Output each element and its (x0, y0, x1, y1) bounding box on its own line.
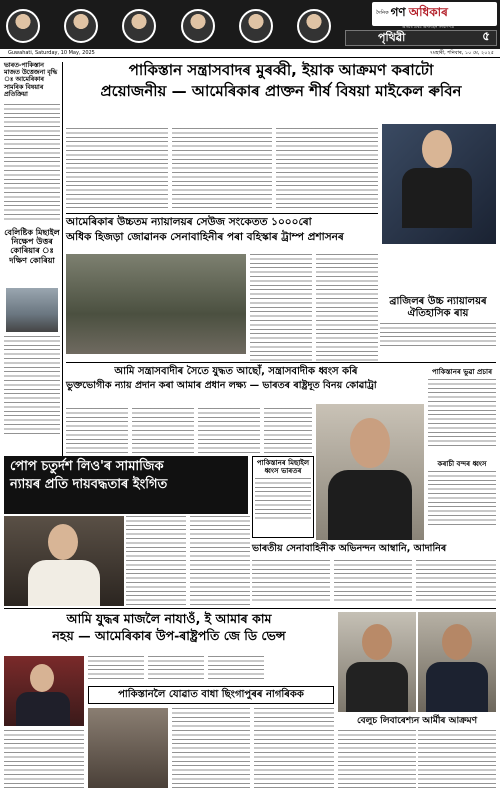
army-body-1 (252, 560, 330, 604)
propaganda-body (428, 379, 496, 447)
vance-body-4 (208, 656, 264, 682)
kwatra-suit (328, 470, 412, 540)
sidebar-body-1 (4, 104, 60, 222)
lead-headline-line2: প্ৰয়োজনীয় — আমেৰিকাৰ প্ৰাক্তন শীৰ্ষ বিষয়া মাইকেল ৰুবিন (100, 82, 462, 101)
vance-face (30, 664, 54, 692)
page-number: ৫ (482, 29, 490, 43)
karachi-box (428, 460, 496, 527)
ambani-face (362, 624, 392, 660)
pope-headline-line2: ন্যায়ৰ প্ৰতি দায়বদ্ধতাৰ ইংগিত (10, 476, 168, 492)
leader-portraits (6, 4, 331, 48)
story2-headline (66, 216, 378, 243)
brazil-body (380, 323, 496, 349)
lead-headline (66, 62, 496, 101)
adani-suit (426, 662, 488, 712)
vance-headline (4, 612, 334, 644)
pope-robe (28, 560, 100, 606)
sidebar-divider (62, 62, 63, 456)
lead-divider (66, 213, 378, 214)
singapore-photo (88, 708, 168, 788)
brazil-box (380, 296, 496, 349)
missile-box-body (255, 478, 311, 522)
logo-name-right: অধিকাৰ (408, 5, 448, 19)
dateline-left: Guwahati, Saturday, 10 May, 2025 (8, 50, 95, 56)
portrait-1 (6, 9, 40, 43)
portrait-4 (181, 9, 215, 43)
missile-box-headline: পাকিস্তানৰ মিছাইল ধ্বংস ভাৰতৰ (256, 459, 310, 476)
baloch-headline: বেলুচ লিবাৰেশ্যন আৰ্মীৰ আক্ৰমণ (356, 716, 478, 726)
vance-photo (4, 656, 84, 726)
story3-headline (66, 366, 406, 391)
sidebar-body-2 (4, 336, 60, 436)
army-body-3 (416, 560, 496, 604)
pope-face (48, 524, 78, 560)
story3-body-4 (264, 408, 312, 454)
dateline-right: ৭মহাৰী, শনিবাৰ, ১০ মে, ২০২৫ (429, 50, 494, 56)
story3-headline-line1: আমি সন্ত্ৰাসবাদীৰ সৈতে যুদ্ধত আছোঁ, সন্ত্ৰাসবাদীক ধ্বংস কৰি (114, 366, 358, 377)
missile-photo (6, 288, 58, 332)
pope-photo (4, 516, 124, 606)
lead-body-col-3 (276, 128, 378, 210)
lead-body-col-2 (172, 128, 272, 210)
baloch-body-2 (418, 730, 496, 788)
sidebar-headline-2: বেলিষ্টিক মিছাইল নিক্ষেপ উত্তৰ কোৰিয়াৰ ঃ দক্ষিণ কোৰিয়া (4, 228, 60, 265)
pope-banner (4, 456, 248, 514)
story2-headline-line2: অধিক হিজড়া জোৱানক সেনাবাহিনীৰ পৰা বহিস্কাৰ ট্ৰাম্প প্ৰশাসনৰ (66, 231, 344, 244)
logo-name-left: গণ (390, 5, 406, 19)
logo (372, 2, 497, 26)
missile-box (252, 456, 314, 538)
pope-headline-line1: পোপ চতুৰ্দশ লিও'ৰ সামাজিক (10, 459, 164, 474)
army-body-2 (334, 560, 412, 604)
singapore-body-2 (254, 708, 334, 788)
karachi-headline: কৰাচী বন্দৰ ধ্বংস (437, 460, 487, 468)
vance-body-3 (148, 656, 204, 682)
kwatra-face (350, 418, 390, 468)
story3-body-2 (132, 408, 194, 454)
dateline-bar (0, 49, 500, 58)
masthead (0, 0, 500, 58)
brazil-divider (66, 362, 496, 363)
adani-face (442, 624, 472, 660)
logo-prefix: দৈনিক (376, 10, 389, 16)
vance-headline-line2: নহয় — আমেৰিকাৰ উপ-ৰাষ্ট্ৰপতি জে ডি ভেন্স (52, 628, 286, 644)
sidebar-story-2 (4, 228, 60, 436)
army-headline: ভাৰতীয় সেনাবাহিনীক অভিনন্দন আম্বানি, আদানিৰ (252, 543, 447, 554)
ambani-photo (338, 612, 416, 712)
pope-body-1 (126, 516, 186, 606)
soldiers-photo (66, 254, 246, 354)
logo-tagline: অসমৰ প্ৰথম অনলাইন সংবাদপত্ৰ (402, 24, 455, 29)
portrait-5 (239, 9, 273, 43)
story2-headline-line1: আমেৰিকাৰ উচ্চতম ন্যায়ালয়ৰ সেউজ সংকেতত ১০০০ৰো (66, 216, 312, 228)
rubin-face (422, 130, 452, 168)
kwatra-photo (316, 404, 424, 540)
singapore-headline: পাকিস্তানলৈ যোৱাত বাধা ছিংগাপুৰৰ নাগৰিকক (118, 689, 304, 701)
ambani-suit (346, 662, 408, 712)
story3-headline-line2: ভুক্তভোগীক ন্যায় প্ৰদান কৰা আমাৰ প্ৰধান লক্ষ্য — ভাৰতৰ ৰাষ্ট্ৰদূত বিনয় কোৱাট্ৰা (66, 379, 377, 391)
page-label-box (345, 30, 497, 46)
vance-body-2 (88, 656, 144, 682)
propaganda-box (428, 368, 496, 447)
adani-photo (418, 612, 496, 712)
karachi-body (428, 471, 496, 527)
baloch-body-1 (338, 730, 416, 788)
page-label: পৃথিৱী (378, 30, 406, 44)
brazil-headline: ব্ৰাজিলৰ উচ্চ ন্যায়ালয়ৰ ঐতিহাসিক ৰায় (389, 296, 487, 319)
lead-body-col-1 (66, 128, 168, 210)
story3-body-3 (198, 408, 260, 454)
sidebar-headline-1: ভাৰত-পাকিস্তান মাজত উত্তেজনা বৃদ্ধি ঃ আমেৰিকাৰ সামৰিক বিষয়াৰ প্ৰতিক্ৰিয়া (4, 62, 58, 98)
pope-body-2 (190, 516, 250, 606)
story2-body-2 (316, 254, 378, 362)
rubin-suit (402, 168, 472, 228)
portrait-3 (122, 9, 156, 43)
lead-headline-line1: পাকিস্তান সন্ত্ৰাসবাদৰ মুৰব্বী, ইয়াক আক্ৰমণ কৰাটো (128, 61, 434, 79)
vance-body-1 (4, 730, 84, 788)
story3-body-1 (66, 408, 128, 454)
propaganda-headline: পাকিস্তানৰ ভুৱা প্ৰচাৰ (431, 368, 493, 376)
singapore-body-1 (172, 708, 250, 788)
mid-divider (4, 608, 496, 609)
sidebar-story-1 (4, 62, 60, 222)
singapore-headline-box (88, 686, 334, 704)
rubin-photo (382, 124, 496, 244)
portrait-6 (297, 9, 331, 43)
story2-body-1 (250, 254, 312, 362)
vance-headline-line1: আমি যুদ্ধৰ মাজলৈ নাযাওঁ, ই আমাৰ কাম (66, 611, 272, 626)
portrait-2 (64, 9, 98, 43)
vance-suit (16, 692, 70, 726)
